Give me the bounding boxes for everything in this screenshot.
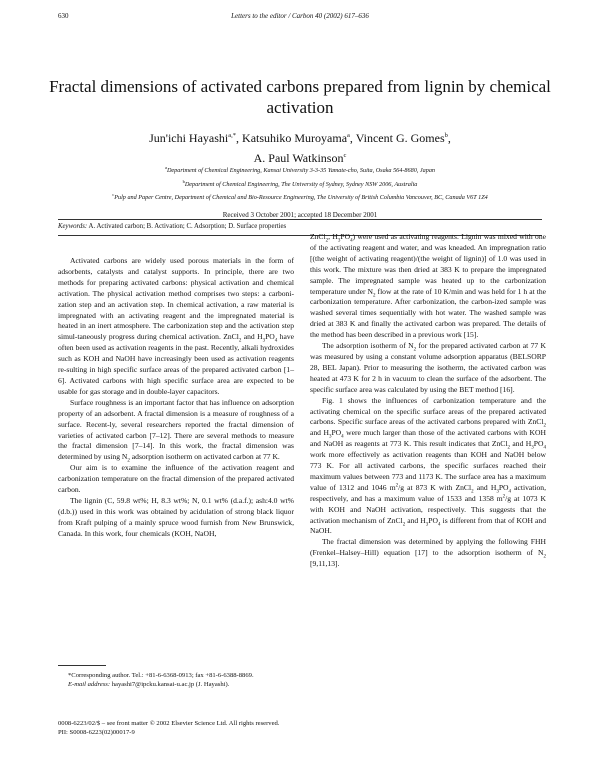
author-name: Katsuhiko Muroyama: [242, 131, 348, 145]
affiliation-a: [40, 163, 560, 177]
keywords-label: Keywords:: [58, 223, 88, 230]
affil-mark: a: [164, 165, 167, 170]
paragraph: The lignin (C, 59.8 wt%; H, 8.3 wt%; N, 0.1 wt% (d.a.f.); ash:4.0 wt% (d.b.)) used in this work was obtained by acidulation of strong black liquor from Kraft pulping of a mainly spruce wood furnish from New Brunswick, Canada. In this work, four chemicals (KOH, NaOH,: [58, 495, 294, 538]
author-affil-mark: c: [343, 152, 347, 159]
affil-mark: c: [112, 192, 115, 198]
paragraph: Fig. 1 shows the influences of carbonization temperature and the activating chemical on the specific surface areas of the prepared activated carbons. Specific surface areas of the activated carbons prepared with ZnCl$_2$ and $H_3PO_4$ were much larger than those of the activated carbons with KOH and NaOH as reagents at 773 K. This result indicates that ZnCl$_2$ and $H_3PO_4$ work more effectively as activation reagents than KOH and NaOH below 773 K. For all activated carbons, the specific surfaces reached their maximum values between 773 and 1173 K. The surface area has a maximum value of 1312 and 1046 $m^2/g$ at 873 K with ZnCl$_2$ and $H_3PO_4$ activation, respectively, and has a maximum value of 1533 and 1358 $m^2/g$ at 1073 K with KOH and NaOH activation, respectively. This suggests that the activation mechanism of ZnCl$_2$ and $H_3PO_4$ is different from that of KOH and NaOH.: [310, 395, 547, 536]
paragraph: The adsorption isotherm of $N_2$ for the prepared activated carbon at 77 K was measured by using a constant volume adsorption apparatus (BELSORP 28, BEL Japan). Prior to measuring the isotherm, the activated carbon was heated at 473 K for 2 h in vacuum to clean the surface of the adsorbent. The specific surface area was calculated by using the BET method [16].: [310, 341, 546, 394]
affil-text: Department of Chemical Engineering, Kansai University 3-3-35 Yamate-cho, Suita, Osaka 564-8680, Japan: [166, 167, 436, 175]
left-column: [58, 256, 294, 540]
paragraph: The fractal dimension was determined by applying the following FHH (Frenkel–Halsey–Hill) equation [17] to the adsorption isotherm of $N_2$ [9,11,13].: [310, 537, 546, 569]
keywords-text: A. Activated carbon; B. Activation; C. Adsorption; D. Surface properties: [88, 223, 287, 230]
affil-mark: b: [182, 178, 185, 184]
paragraph: Activated carbons are widely used porous materials in the form of adsorbents, catalysts and catalyst supports. In principle, there are two methods for preparing activated carbons: physical activation and chemical activation. The physical activation method comprises two steps: a carboni-zation step and an activation step. In chemical activation, a raw material is impregnated with an activating reagent and the impregnated material is heated in an inert atmosphere. The carbonization step and the activation step simul-taneously progress during chemical activation. ZnCl$_2$ and $H_3PO_4$ have often been used as activation reagents in the past. Recently, alkali hydroxides such as KOH and NaOH have increasingly been used as activation reagents re-sulting in high specific surface areas of the prepared activated carbon [1–6]. Activated carbons with high specific surface area are expected to be usable for gas storage and in double-layer capacitors.: [58, 256, 294, 396]
received-dates: Received 3 October 2001; accepted 18 December 2001: [222, 211, 378, 219]
author-name: Jun'ichi Hayashi: [149, 131, 229, 145]
copyright-line: 0008-6223/02/$ – see front matter © 2002 Elsevier Science Ltd. All rights reserved.: [58, 720, 280, 727]
author-name: Vincent G. Gomes: [355, 131, 445, 145]
email-note: [58, 680, 294, 689]
divider-top: [58, 219, 542, 220]
article-title: Fractal dimensions of activated carbons prepared from lignin by chemical activation: [49, 77, 551, 117]
footnotes: [58, 671, 294, 689]
paragraph: Our aim is to examine the influence of the activation reagent and carbonization temperature on the fractal dimension of the prepared activated carbon.: [58, 463, 294, 495]
footnote-divider: [58, 665, 106, 666]
author-list: Jun'ichi Hayashi$^{a,*}$, Katsuhiko Muroyama$^a$, Vincent G. Gomes$^b$, A. Paul Watkinson$^c$: [149, 131, 451, 165]
keywords: [58, 223, 286, 230]
affiliation-c: [40, 190, 560, 204]
affiliations: [40, 163, 560, 204]
running-head: Letters to the editor / Carbon 40 (2002) 617–636: [231, 12, 369, 20]
author-name: A. Paul Watkinson: [253, 151, 344, 165]
email-label: E-mail address:: [68, 681, 111, 689]
paragraph: Surface roughness is an important factor that has influence on adsorption property of an adsorbent. A fractal dimension is a measure of roughness of a surface. Recent-ly, several researchers reported the fractal dimension of varieties of activated carbon [7–12]. There are several methods to measure the fractal dimension [7–14]. In this work, the fractal dimension was determined by using $N_2$ adsorption isotherm on activated carbon at 77 K.: [58, 397, 294, 464]
page-number: 630: [58, 12, 69, 20]
affil-text: Pulp and Paper Centre, Department of Chemical and Bio-Resource Engineering, The University of British Columbia Vancouver, BC, Canada V6T 1Z4: [114, 194, 488, 202]
author-affil-mark: a: [347, 132, 350, 139]
affil-text: Department of Chemical Engineering, The University of Sydney, Sydney NSW 2006, Australia: [184, 180, 418, 188]
paragraph: ZnCl$_2$, $H_3PO_4$) were used as activating reagents. Lignin was mixed with one of the activating reagent and water, and was kneaded. An impregnation ratio [(the weight of activating reagent)/(the weight of lignin)] of 1.0 was used in this work. The mixture was then dried at 383 K to prepare the impregnated sample. The impregnated sample was heated up to the carbonization temperature under $N_2$ flow at the rate of 10 K/min and was held for 1 h at the carbonization temperature. After carbonization, the carbon-ized sample was washed several times sequentially with hot water. The washed sample was dried at 383 K and finally the activated carbon was prepared. The details of the method has been described in a previous work [15].: [310, 232, 547, 340]
copyright-info: [58, 719, 279, 737]
right-column: [310, 232, 546, 570]
pii-line: PII: S0008-6223(02)00017-9: [58, 729, 135, 736]
author-affil-mark: b: [444, 132, 448, 139]
corresponding-author-note: *Corresponding author. Tel.: +81-6-6368-0913; fax +81-6-6388-8869.: [68, 672, 254, 679]
author-affil-mark: a,*: [228, 132, 237, 139]
affiliation-b: [40, 177, 560, 191]
email-address[interactable]: hayashi7@ipcku.kansai-u.ac.jp (J. Hayashi).: [111, 681, 230, 689]
